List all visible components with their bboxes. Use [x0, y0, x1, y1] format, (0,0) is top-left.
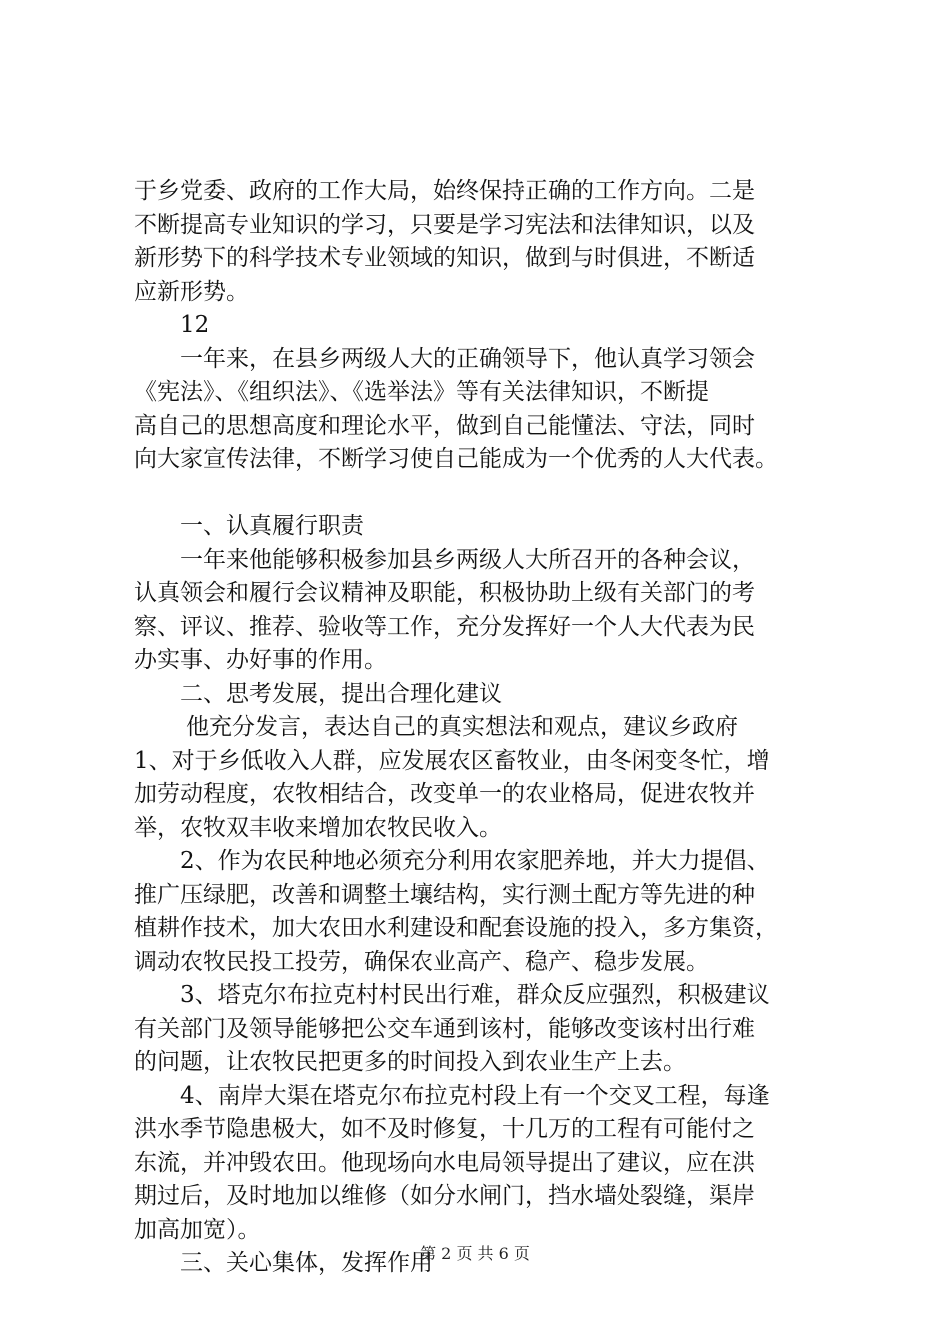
text-line: 1、对于乡低收入人群，应发展农区畜牧业，由冬闲变冬忙，增 — [134, 747, 770, 774]
text-line: 洪水季节隐患极大，如不及时修复，十几万的工程有可能付之 — [134, 1116, 755, 1142]
text-line: 3、塔克尔布拉克村村民出行难，群众反应强烈，积极建议 — [180, 982, 770, 1008]
text-line: 12 — [180, 312, 210, 338]
text-line: 的问题，让农牧民把更多的时间投入到农业生产上去。 — [134, 1049, 686, 1075]
text-line: 调动农牧民投工投劳，确保农业高产、稳产、稳步发展。 — [134, 948, 709, 975]
text-line: 他充分发言，表达自己的真实想法和观点，建议乡政府 — [186, 714, 738, 740]
text-line: 《宪法》、《组织法》、《选举法》等有关法律知识，不断提 — [134, 379, 709, 405]
text-line: 办实事、办好事的作用。 — [134, 647, 387, 673]
text-line: 2、作为农民种地必须充分利用农家肥养地，并大力提倡、 — [180, 848, 770, 874]
text-line: 高自己的思想高度和理论水平，做到自己能懂法、守法，同时 — [134, 412, 755, 439]
text-line: 举，农牧双丰收来增加农牧民收入。 — [134, 814, 502, 841]
section-heading: 一、认真履行职责 — [180, 513, 364, 539]
text-line: 于乡党委、政府的工作大局，始终保持正确的工作方向。二是 — [134, 178, 755, 204]
section-heading: 二、思考发展，提出合理化建议 — [180, 680, 502, 707]
text-line: 4、南岸大渠在塔克尔布拉克村段上有一个交叉工程，每逢 — [180, 1082, 770, 1109]
text-line: 应新形势。 — [134, 278, 249, 305]
document-body — [134, 175, 834, 1281]
text-line: 加高加宽）。 — [134, 1216, 261, 1243]
text-line: 期过后，及时地加以维修（如分水闸门，挡水墙处裂缝，渠岸 — [134, 1183, 755, 1209]
section-heading: 三、关心集体，发挥作用 — [180, 1250, 433, 1276]
text-line: 加劳动程度，农牧相结合，改变单一的农业格局，促进农牧并 — [134, 781, 755, 807]
text-line: 有关部门及领导能够把公交车通到该村，能够改变该村出行难 — [134, 1015, 755, 1042]
blank-line — [134, 477, 834, 511]
page-number-footer: 第 2 页 共 6 页 — [420, 1244, 530, 1263]
text-line: 察、评议、推荐、验收等工作，充分发挥好一个人大代表为民 — [134, 613, 755, 640]
text-line: 认真领会和履行会议精神及职能，积极协助上级有关部门的考 — [134, 580, 755, 606]
text-line: 一年来他能够积极参加县乡两级人大所召开的各种会议， — [180, 546, 755, 573]
text-line: 不断提高专业知识的学习，只要是学习宪法和法律知识，以及 — [134, 211, 755, 238]
text-line: 植耕作技术，加大农田水利建设和配套设施的投入，多方集资， — [134, 915, 778, 941]
text-line: 新形势下的科学技术专业领域的知识，做到与时俱进，不断适 — [134, 245, 755, 271]
text-line: 向大家宣传法律，不断学习使自己能成为一个优秀的人大代表。 — [134, 446, 778, 472]
text-line: 一年来，在县乡两级人大的正确领导下，他认真学习领会 — [180, 345, 755, 372]
text-line: 推广压绿肥，改善和调整土壤结构，实行测土配方等先进的种 — [134, 881, 755, 908]
text-line: 东流，并冲毁农田。他现场向水电局领导提出了建议，应在洪 — [134, 1149, 755, 1176]
